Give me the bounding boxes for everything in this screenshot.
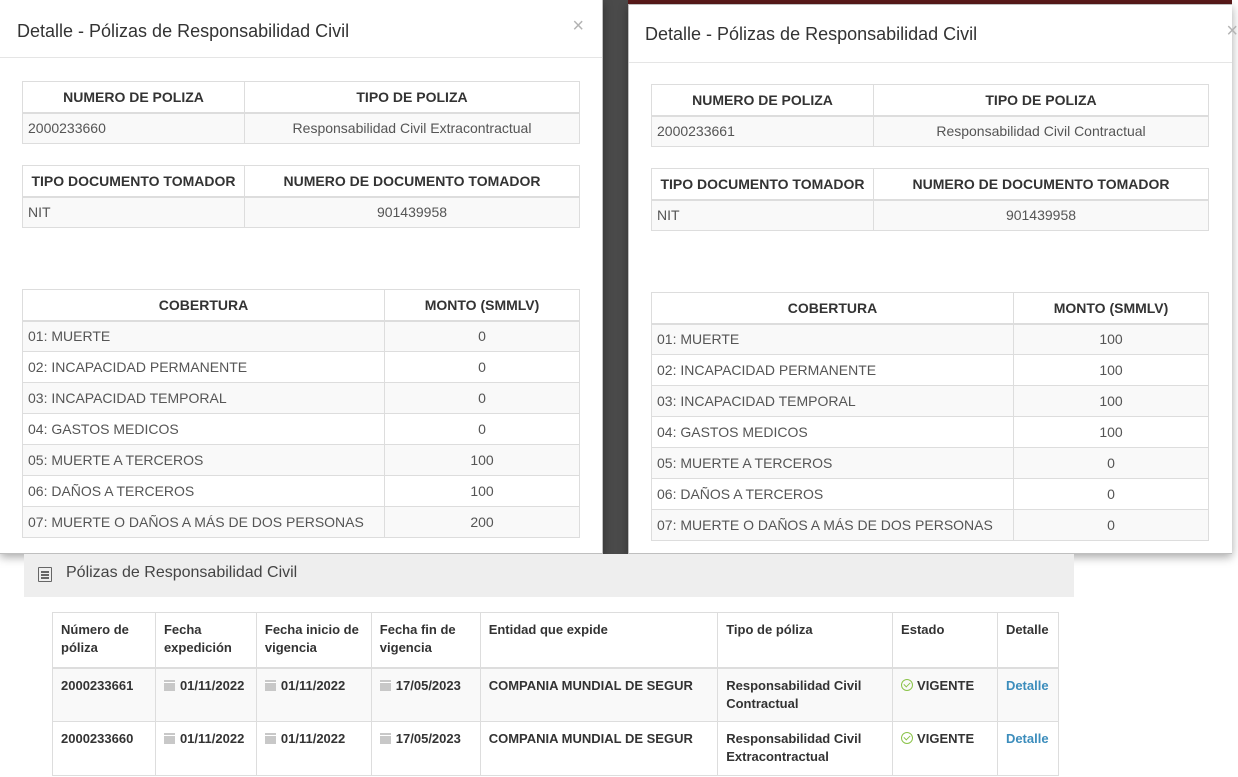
coverage-name: 03: INCAPACIDAD TEMPORAL [652,386,1014,417]
table-row [652,479,1209,510]
table-row [23,352,580,383]
table-row [23,383,580,414]
detail-link[interactable]: Detalle [1005,731,1049,746]
issue-date-cell [155,668,256,722]
status-cell [893,722,998,776]
end-date-cell [371,722,480,776]
close-icon[interactable]: × [572,15,584,37]
holder-doc-table [651,168,1209,231]
coverage-name: 05: MUERTE A TERCEROS [652,448,1014,479]
coverage-name: 03: INCAPACIDAD TEMPORAL [23,383,385,414]
column-header[interactable]: Número de póliza [53,613,156,668]
issuer: COMPANIA MUNDIAL DE SEGUR [480,722,718,776]
issue-date: 01/11/2022 [179,731,245,746]
modal-header [629,5,1238,63]
coverage-table [651,292,1209,541]
column-header: NUMERO DE DOCUMENTO TOMADOR [874,169,1209,200]
table-row [23,414,580,445]
table-row [23,507,580,538]
policy-table [22,81,580,144]
detail-modal-left [0,0,603,554]
backdrop [603,0,628,554]
coverage-amount: 100 [385,445,580,476]
calendar-icon [164,680,175,691]
column-header[interactable]: Fecha fin de vigencia [371,613,480,668]
coverage-amount: 0 [385,414,580,445]
issue-date: 01/11/2022 [179,677,245,693]
status-badge: VIGENTE [917,677,975,693]
coverage-name: 01: MUERTE [652,324,1014,355]
modal-title: Detalle - Pólizas de Responsabilidad Civil [645,24,978,44]
detail-cell [997,668,1058,722]
coverage-amount: 100 [1014,417,1209,448]
table-row [652,510,1209,541]
column-header[interactable]: Detalle [997,613,1058,668]
coverage-name: 06: DAÑOS A TERCEROS [23,476,385,507]
doc-type: NIT [652,200,874,231]
panel-header [24,554,1074,597]
table-row [53,722,1059,776]
column-header: TIPO DE POLIZA [245,82,580,113]
column-header: NUMERO DE POLIZA [23,82,245,113]
column-header[interactable]: Fecha expedición [155,613,256,668]
coverage-name: 05: MUERTE A TERCEROS [23,445,385,476]
column-header: TIPO DOCUMENTO TOMADOR [23,166,245,197]
column-header[interactable]: Fecha inicio de vigencia [256,613,371,668]
coverage-name: 06: DAÑOS A TERCEROS [652,479,1014,510]
end-date: 17/05/2023 [395,731,461,746]
policy-number: 2000233660 [53,722,156,776]
policy-table [651,84,1209,147]
coverage-name: 02: INCAPACIDAD PERMANENTE [652,355,1014,386]
calendar-icon [164,733,175,744]
coverage-amount: 0 [385,352,580,383]
column-header: TIPO DE POLIZA [874,85,1209,116]
close-icon[interactable]: × [1226,20,1238,42]
column-header[interactable]: Entidad que expide [480,613,718,668]
start-date: 01/11/2022 [280,731,346,746]
table-row [23,321,580,352]
calendar-icon [380,733,391,744]
issue-date-cell [155,722,256,776]
check-circle-icon [901,679,913,691]
table-row [53,668,1059,722]
detail-cell [997,722,1058,776]
coverage-name: 04: GASTOS MEDICOS [23,414,385,445]
coverage-name: 07: MUERTE O DAÑOS A MÁS DE DOS PERSONAS [652,510,1014,541]
end-date: 17/05/2023 [395,677,461,693]
coverage-amount: 0 [1014,448,1209,479]
coverage-amount: 100 [385,476,580,507]
start-date-cell [256,722,371,776]
holder-doc-table [22,165,580,228]
calendar-icon [265,733,276,744]
column-header: NUMERO DE DOCUMENTO TOMADOR [245,166,580,197]
start-date-cell [256,668,371,722]
start-date: 01/11/2022 [280,677,346,693]
policy-type: Responsabilidad Civil Contractual [874,116,1209,147]
policy-type: Responsabilidad Civil Contractual [718,668,893,722]
column-header: MONTO (SMMLV) [1014,293,1209,324]
table-row [652,386,1209,417]
check-circle-icon [901,732,913,744]
table-row [652,324,1209,355]
coverage-name: 01: MUERTE [23,321,385,352]
end-date-cell [371,668,480,722]
calendar-icon [265,680,276,691]
column-header: TIPO DOCUMENTO TOMADOR [652,169,874,200]
issuer: COMPANIA MUNDIAL DE SEGUR [480,668,718,722]
policy-number: 2000233660 [23,113,245,144]
coverage-amount: 0 [385,321,580,352]
coverage-amount: 0 [1014,479,1209,510]
table-row [23,445,580,476]
policy-number: 2000233661 [652,116,874,147]
policy-type: Responsabilidad Civil Extracontractual [245,113,580,144]
status-badge: VIGENTE [917,731,975,746]
doc-number: 901439958 [245,197,580,228]
column-header: COBERTURA [652,293,1014,324]
table-row [652,448,1209,479]
coverage-name: 04: GASTOS MEDICOS [652,417,1014,448]
modal-title: Detalle - Pólizas de Responsabilidad Civil [17,21,350,41]
coverage-name: 07: MUERTE O DAÑOS A MÁS DE DOS PERSONAS [23,507,385,538]
coverage-table [22,289,580,538]
table-row [652,417,1209,448]
column-header[interactable]: Estado [893,613,998,668]
detail-link[interactable]: Detalle [1005,677,1049,693]
column-header: NUMERO DE POLIZA [652,85,874,116]
policy-number: 2000233661 [53,668,156,722]
table-row [23,476,580,507]
status-cell [893,668,998,722]
modal-header [0,0,602,58]
list-alt-icon [38,567,52,582]
panel-title: Pólizas de Responsabilidad Civil [66,564,298,581]
coverage-amount: 100 [1014,324,1209,355]
policy-type: Responsabilidad Civil Extracontractual [718,722,893,776]
column-header: MONTO (SMMLV) [385,290,580,321]
calendar-icon [380,680,391,691]
coverage-amount: 100 [1014,386,1209,417]
coverage-amount: 100 [1014,355,1209,386]
coverage-amount: 200 [385,507,580,538]
coverage-name: 02: INCAPACIDAD PERMANENTE [23,352,385,383]
doc-type: NIT [23,197,245,228]
doc-number: 901439958 [874,200,1209,231]
coverage-amount: 0 [385,383,580,414]
table-row [652,355,1209,386]
column-header[interactable]: Tipo de póliza [718,613,893,668]
coverage-amount: 0 [1014,510,1209,541]
column-header: COBERTURA [23,290,385,321]
policies-table [52,612,1059,776]
detail-modal-right [628,4,1238,554]
